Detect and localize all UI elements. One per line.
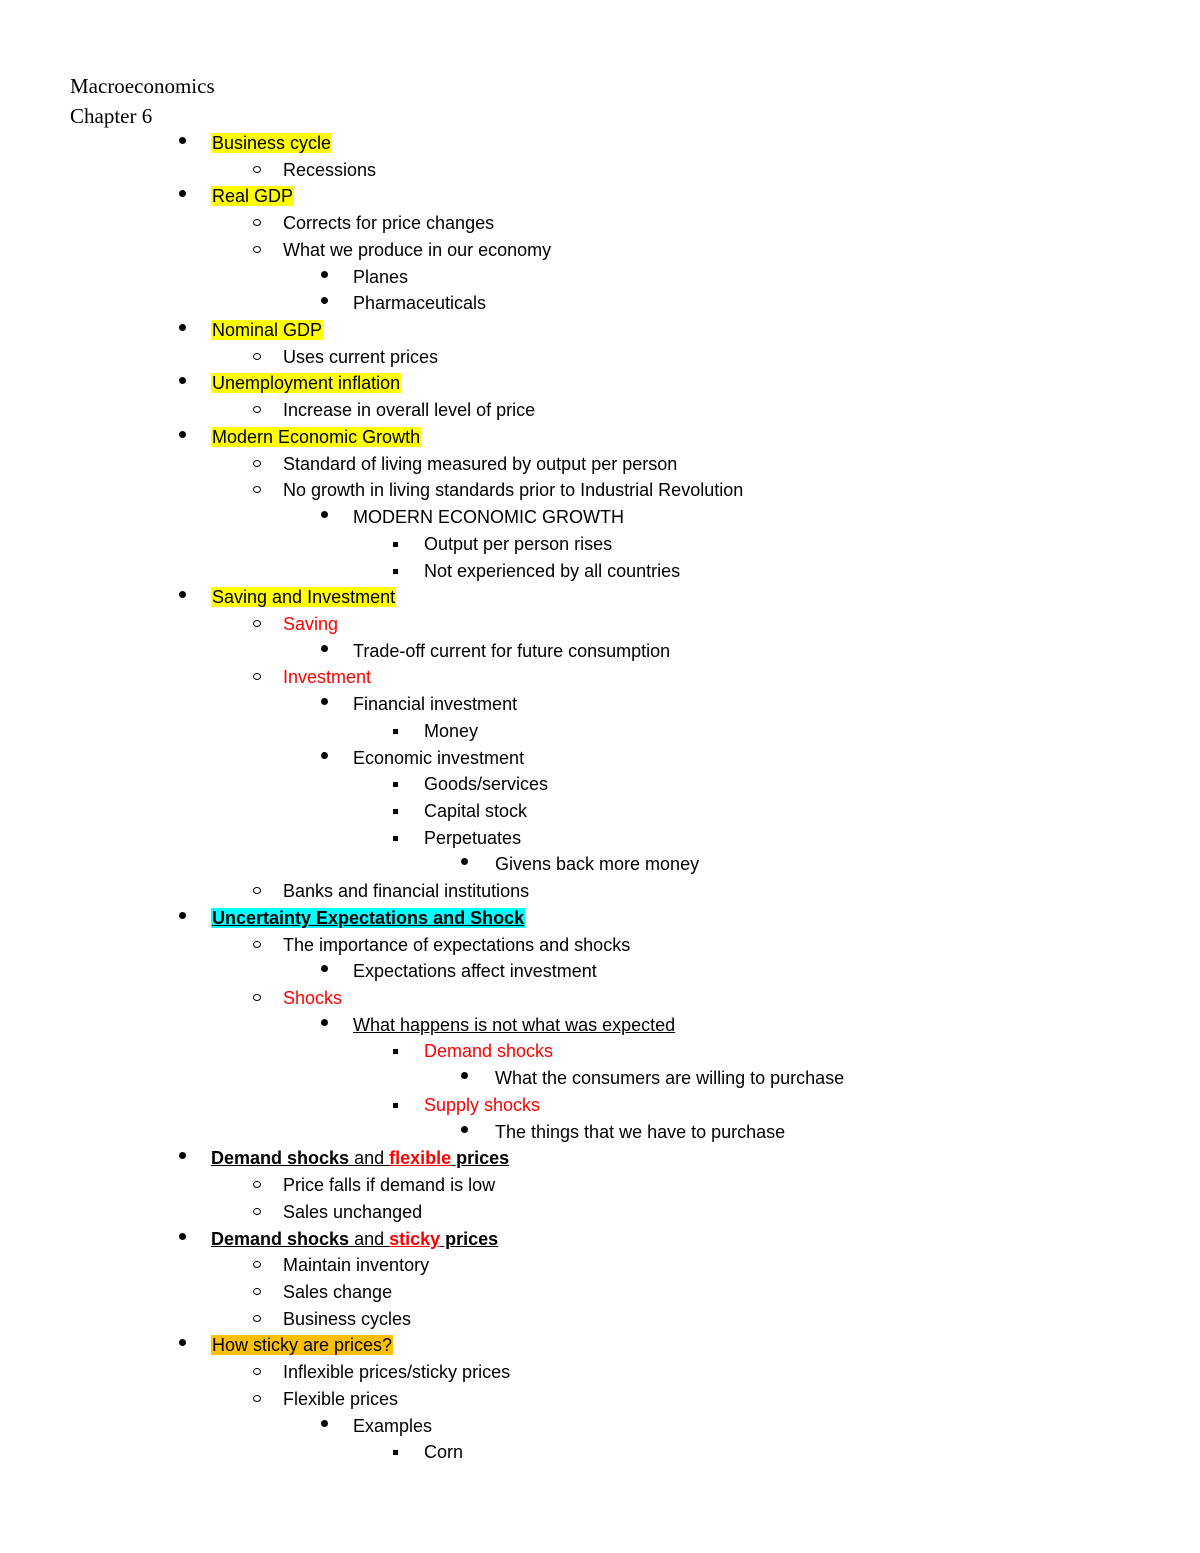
dot-icon bbox=[318, 291, 332, 315]
outline-item-text bbox=[211, 1146, 509, 1170]
square-icon bbox=[390, 1440, 404, 1464]
outline-item bbox=[0, 772, 1200, 796]
dot-icon bbox=[176, 184, 190, 208]
dot-icon bbox=[176, 318, 190, 342]
circle-icon bbox=[251, 1253, 265, 1277]
outline-item-text bbox=[282, 345, 439, 369]
outline-item-text-part: The things that we have to purchase bbox=[495, 1122, 786, 1142]
outline-item-text bbox=[282, 933, 631, 957]
outline-item-text-part: flexible bbox=[389, 1148, 452, 1168]
circle-icon bbox=[251, 238, 265, 262]
outline-item-text bbox=[352, 1414, 433, 1438]
square-icon bbox=[390, 532, 404, 556]
outline-item-text bbox=[494, 852, 700, 876]
square-icon bbox=[390, 719, 404, 743]
outline-item bbox=[0, 1039, 1200, 1063]
outline-item bbox=[0, 585, 1200, 609]
outline-item bbox=[0, 398, 1200, 422]
outline-item-text bbox=[282, 1253, 430, 1277]
outline-item-text bbox=[282, 1173, 496, 1197]
square-icon bbox=[390, 772, 404, 796]
outline-item-text-part: Business cycles bbox=[283, 1309, 412, 1329]
outline-item bbox=[0, 799, 1200, 823]
outline-item-text bbox=[423, 1440, 464, 1464]
circle-icon bbox=[251, 211, 265, 235]
outline-item-text bbox=[282, 1280, 393, 1304]
outline-item-text bbox=[352, 265, 409, 289]
dot-icon bbox=[176, 1227, 190, 1251]
outline-item-text-part: Sales unchanged bbox=[283, 1202, 423, 1222]
outline-item bbox=[0, 906, 1200, 930]
outline-item-text bbox=[282, 986, 343, 1010]
outline-item bbox=[0, 1093, 1200, 1117]
outline-item bbox=[0, 959, 1200, 983]
circle-icon bbox=[251, 1200, 265, 1224]
outline-item-text bbox=[423, 719, 479, 743]
outline-item-text bbox=[494, 1066, 845, 1090]
outline-item-text bbox=[352, 639, 671, 663]
outline-item-text bbox=[211, 906, 525, 930]
outline-item bbox=[0, 692, 1200, 716]
circle-icon bbox=[251, 398, 265, 422]
outline-item-text-part: Uses current prices bbox=[283, 347, 439, 367]
outline-item-text-part: Corn bbox=[424, 1442, 464, 1462]
outline-item-text bbox=[282, 612, 339, 636]
outline-item-text-part: Business cycle bbox=[212, 133, 332, 153]
circle-icon bbox=[251, 933, 265, 957]
outline-item-text-part: Output per person rises bbox=[424, 534, 613, 554]
outline-item bbox=[0, 1227, 1200, 1251]
outline-item bbox=[0, 158, 1200, 182]
dot-icon bbox=[176, 585, 190, 609]
outline-item-text-part: Goods/services bbox=[424, 774, 549, 794]
outline-item-text-part: prices bbox=[451, 1148, 510, 1168]
outline-item-text bbox=[352, 505, 625, 529]
outline-item-text-part: Money bbox=[424, 721, 479, 741]
circle-icon bbox=[251, 1307, 265, 1331]
outline-item-text bbox=[211, 1333, 393, 1357]
circle-icon bbox=[251, 478, 265, 502]
document-title: Macroeconomics bbox=[70, 74, 215, 98]
chapter-heading: Chapter 6 bbox=[70, 104, 153, 128]
outline-item bbox=[0, 131, 1200, 155]
circle-icon bbox=[251, 1387, 265, 1411]
outline-item bbox=[0, 211, 1200, 235]
square-icon bbox=[390, 826, 404, 850]
outline-item-text bbox=[282, 452, 678, 476]
outline-item bbox=[0, 1307, 1200, 1331]
outline-item-text bbox=[352, 959, 598, 983]
outline-item bbox=[0, 1066, 1200, 1090]
outline-item-text bbox=[423, 532, 613, 556]
outline-item-text-part: Price falls if demand is low bbox=[283, 1175, 496, 1195]
outline-item bbox=[0, 318, 1200, 342]
outline-item-text-part: Givens back more money bbox=[495, 854, 700, 874]
square-icon bbox=[390, 559, 404, 583]
outline-item-text-part: Demand shocks bbox=[211, 1229, 350, 1249]
outline-item-text-part: and bbox=[349, 1148, 390, 1168]
outline-item bbox=[0, 1414, 1200, 1438]
outline-item-text bbox=[282, 398, 536, 422]
outline-item bbox=[0, 1387, 1200, 1411]
outline-item-text bbox=[282, 1200, 423, 1224]
outline-item-text bbox=[211, 1227, 498, 1251]
outline-item-text-part: Not experienced by all countries bbox=[424, 561, 681, 581]
outline-item-text-part: prices bbox=[440, 1229, 499, 1249]
dot-icon bbox=[458, 1120, 472, 1144]
square-icon bbox=[390, 1039, 404, 1063]
outline-item-text bbox=[352, 692, 518, 716]
outline-item-text-part: Sales change bbox=[283, 1282, 393, 1302]
outline-item-text-part: Supply shocks bbox=[424, 1095, 541, 1115]
outline-item bbox=[0, 425, 1200, 449]
outline-item bbox=[0, 719, 1200, 743]
outline-item bbox=[0, 612, 1200, 636]
outline-item-text-part: Capital stock bbox=[424, 801, 528, 821]
dot-icon bbox=[318, 746, 332, 770]
outline-item-text-part: What the consumers are willing to purchase bbox=[495, 1068, 845, 1088]
outline-item bbox=[0, 505, 1200, 529]
outline-item-text bbox=[352, 746, 525, 770]
outline-item bbox=[0, 1253, 1200, 1277]
outline-item-text bbox=[211, 131, 332, 155]
dot-icon bbox=[318, 505, 332, 529]
outline-item bbox=[0, 265, 1200, 289]
outline-item-text-part: Uncertainty Expectations and Shock bbox=[212, 908, 525, 928]
outline-item-text-part: Examples bbox=[353, 1416, 433, 1436]
outline-item-text bbox=[282, 879, 530, 903]
outline-item-text bbox=[352, 1013, 676, 1037]
outline-item-text bbox=[423, 1039, 554, 1063]
dot-icon bbox=[318, 692, 332, 716]
dot-icon bbox=[176, 906, 190, 930]
outline-item bbox=[0, 1173, 1200, 1197]
outline-item-text-part: and bbox=[349, 1229, 390, 1249]
outline-item-text-part: Maintain inventory bbox=[283, 1255, 430, 1275]
outline-item-text-part: Planes bbox=[353, 267, 409, 287]
outline-item-text-part: Saving bbox=[283, 614, 339, 634]
outline-item bbox=[0, 1013, 1200, 1037]
outline-item bbox=[0, 345, 1200, 369]
outline-item bbox=[0, 371, 1200, 395]
outline-item-text-part: Expectations affect investment bbox=[353, 961, 597, 981]
outline-item bbox=[0, 1333, 1200, 1357]
outline-item bbox=[0, 933, 1200, 957]
outline-item bbox=[0, 746, 1200, 770]
outline-item bbox=[0, 238, 1200, 262]
outline-item-text-part: Banks and financial institutions bbox=[283, 881, 530, 901]
dot-icon bbox=[176, 1146, 190, 1170]
dot-icon bbox=[176, 425, 190, 449]
outline-item-text bbox=[282, 211, 495, 235]
outline-item bbox=[0, 452, 1200, 476]
circle-icon bbox=[251, 612, 265, 636]
circle-icon bbox=[251, 452, 265, 476]
outline-item-text bbox=[282, 158, 377, 182]
outline-item-text bbox=[211, 425, 421, 449]
outline-item-text bbox=[423, 772, 549, 796]
outline-item bbox=[0, 852, 1200, 876]
circle-icon bbox=[251, 1173, 265, 1197]
outline-item-text bbox=[423, 1093, 541, 1117]
outline-item bbox=[0, 1120, 1200, 1144]
dot-icon bbox=[318, 959, 332, 983]
outline-item bbox=[0, 478, 1200, 502]
outline-item-text-part: Corrects for price changes bbox=[283, 213, 495, 233]
outline-item-text-part: Unemployment inflation bbox=[212, 373, 401, 393]
dot-icon bbox=[318, 265, 332, 289]
circle-icon bbox=[251, 1360, 265, 1384]
outline-item bbox=[0, 826, 1200, 850]
outline-item bbox=[0, 665, 1200, 689]
outline-item-text-part: sticky bbox=[389, 1229, 441, 1249]
dot-icon bbox=[458, 852, 472, 876]
outline-item-text bbox=[211, 585, 396, 609]
dot-icon bbox=[318, 1414, 332, 1438]
outline-item-text bbox=[352, 291, 487, 315]
outline-item-text bbox=[282, 478, 744, 502]
outline-item bbox=[0, 879, 1200, 903]
dot-icon bbox=[176, 131, 190, 155]
outline-item-text-part: Demand shocks bbox=[424, 1041, 554, 1061]
outline-item-text-part: The importance of expectations and shocks bbox=[283, 935, 631, 955]
outline-item-text-part: Demand shocks bbox=[211, 1148, 350, 1168]
outline-item-text bbox=[423, 826, 522, 850]
outline-item-text-part: Inflexible prices/sticky prices bbox=[283, 1362, 511, 1382]
outline-item-text bbox=[423, 799, 528, 823]
circle-icon bbox=[251, 879, 265, 903]
circle-icon bbox=[251, 665, 265, 689]
outline-item bbox=[0, 1146, 1200, 1170]
dot-icon bbox=[318, 639, 332, 663]
outline-item bbox=[0, 639, 1200, 663]
outline-item bbox=[0, 291, 1200, 315]
outline-item-text-part: Nominal GDP bbox=[212, 320, 323, 340]
outline-item-text-part: How sticky are prices? bbox=[212, 1335, 393, 1355]
outline-item bbox=[0, 532, 1200, 556]
outline-item-text bbox=[423, 559, 681, 583]
outline-item-text bbox=[211, 318, 323, 342]
outline-item bbox=[0, 184, 1200, 208]
outline-item bbox=[0, 559, 1200, 583]
outline-item-text-part: Recessions bbox=[283, 160, 377, 180]
circle-icon bbox=[251, 158, 265, 182]
circle-icon bbox=[251, 986, 265, 1010]
outline-item bbox=[0, 1200, 1200, 1224]
square-icon bbox=[390, 1093, 404, 1117]
outline-item-text-part: Standard of living measured by output per person bbox=[283, 454, 678, 474]
outline-item-text-part: Pharmaceuticals bbox=[353, 293, 487, 313]
outline-item-text-part: Real GDP bbox=[212, 186, 294, 206]
outline-item-text bbox=[494, 1120, 786, 1144]
outline-item-text bbox=[282, 1307, 412, 1331]
dot-icon bbox=[318, 1013, 332, 1037]
outline-item-text-part: Flexible prices bbox=[283, 1389, 399, 1409]
outline-item bbox=[0, 986, 1200, 1010]
outline-item-text bbox=[282, 1360, 511, 1384]
circle-icon bbox=[251, 345, 265, 369]
square-icon bbox=[390, 799, 404, 823]
outline-item-text bbox=[211, 371, 401, 395]
dot-icon bbox=[176, 371, 190, 395]
outline-item-text-part: Perpetuates bbox=[424, 828, 522, 848]
dot-icon bbox=[176, 1333, 190, 1357]
outline-item bbox=[0, 1280, 1200, 1304]
outline-item-text bbox=[282, 1387, 399, 1411]
outline-item-text-part: Saving and Investment bbox=[212, 587, 396, 607]
outline-item-text-part: MODERN ECONOMIC GROWTH bbox=[353, 507, 624, 527]
outline-item-text-part: Trade-off current for future consumption bbox=[353, 641, 671, 661]
circle-icon bbox=[251, 1280, 265, 1304]
outline-item-text-part: Shocks bbox=[283, 988, 343, 1008]
outline-item-text bbox=[282, 238, 552, 262]
outline-item-text-part: Modern Economic Growth bbox=[212, 427, 421, 447]
outline-item bbox=[0, 1360, 1200, 1384]
outline-item bbox=[0, 1440, 1200, 1464]
outline-item-text-part: Investment bbox=[283, 667, 372, 687]
outline-item-text bbox=[211, 184, 294, 208]
outline-item-text-part: Increase in overall level of price bbox=[283, 400, 536, 420]
outline-item-text-part: No growth in living standards prior to Industrial Revolution bbox=[283, 480, 744, 500]
dot-icon bbox=[458, 1066, 472, 1090]
outline-item-text-part: Economic investment bbox=[353, 748, 525, 768]
outline-item-text-part: What we produce in our economy bbox=[283, 240, 552, 260]
outline-item-text-part: Financial investment bbox=[353, 694, 518, 714]
outline-item-text bbox=[282, 665, 372, 689]
outline-item-text-part: What happens is not what was expected bbox=[353, 1015, 676, 1035]
